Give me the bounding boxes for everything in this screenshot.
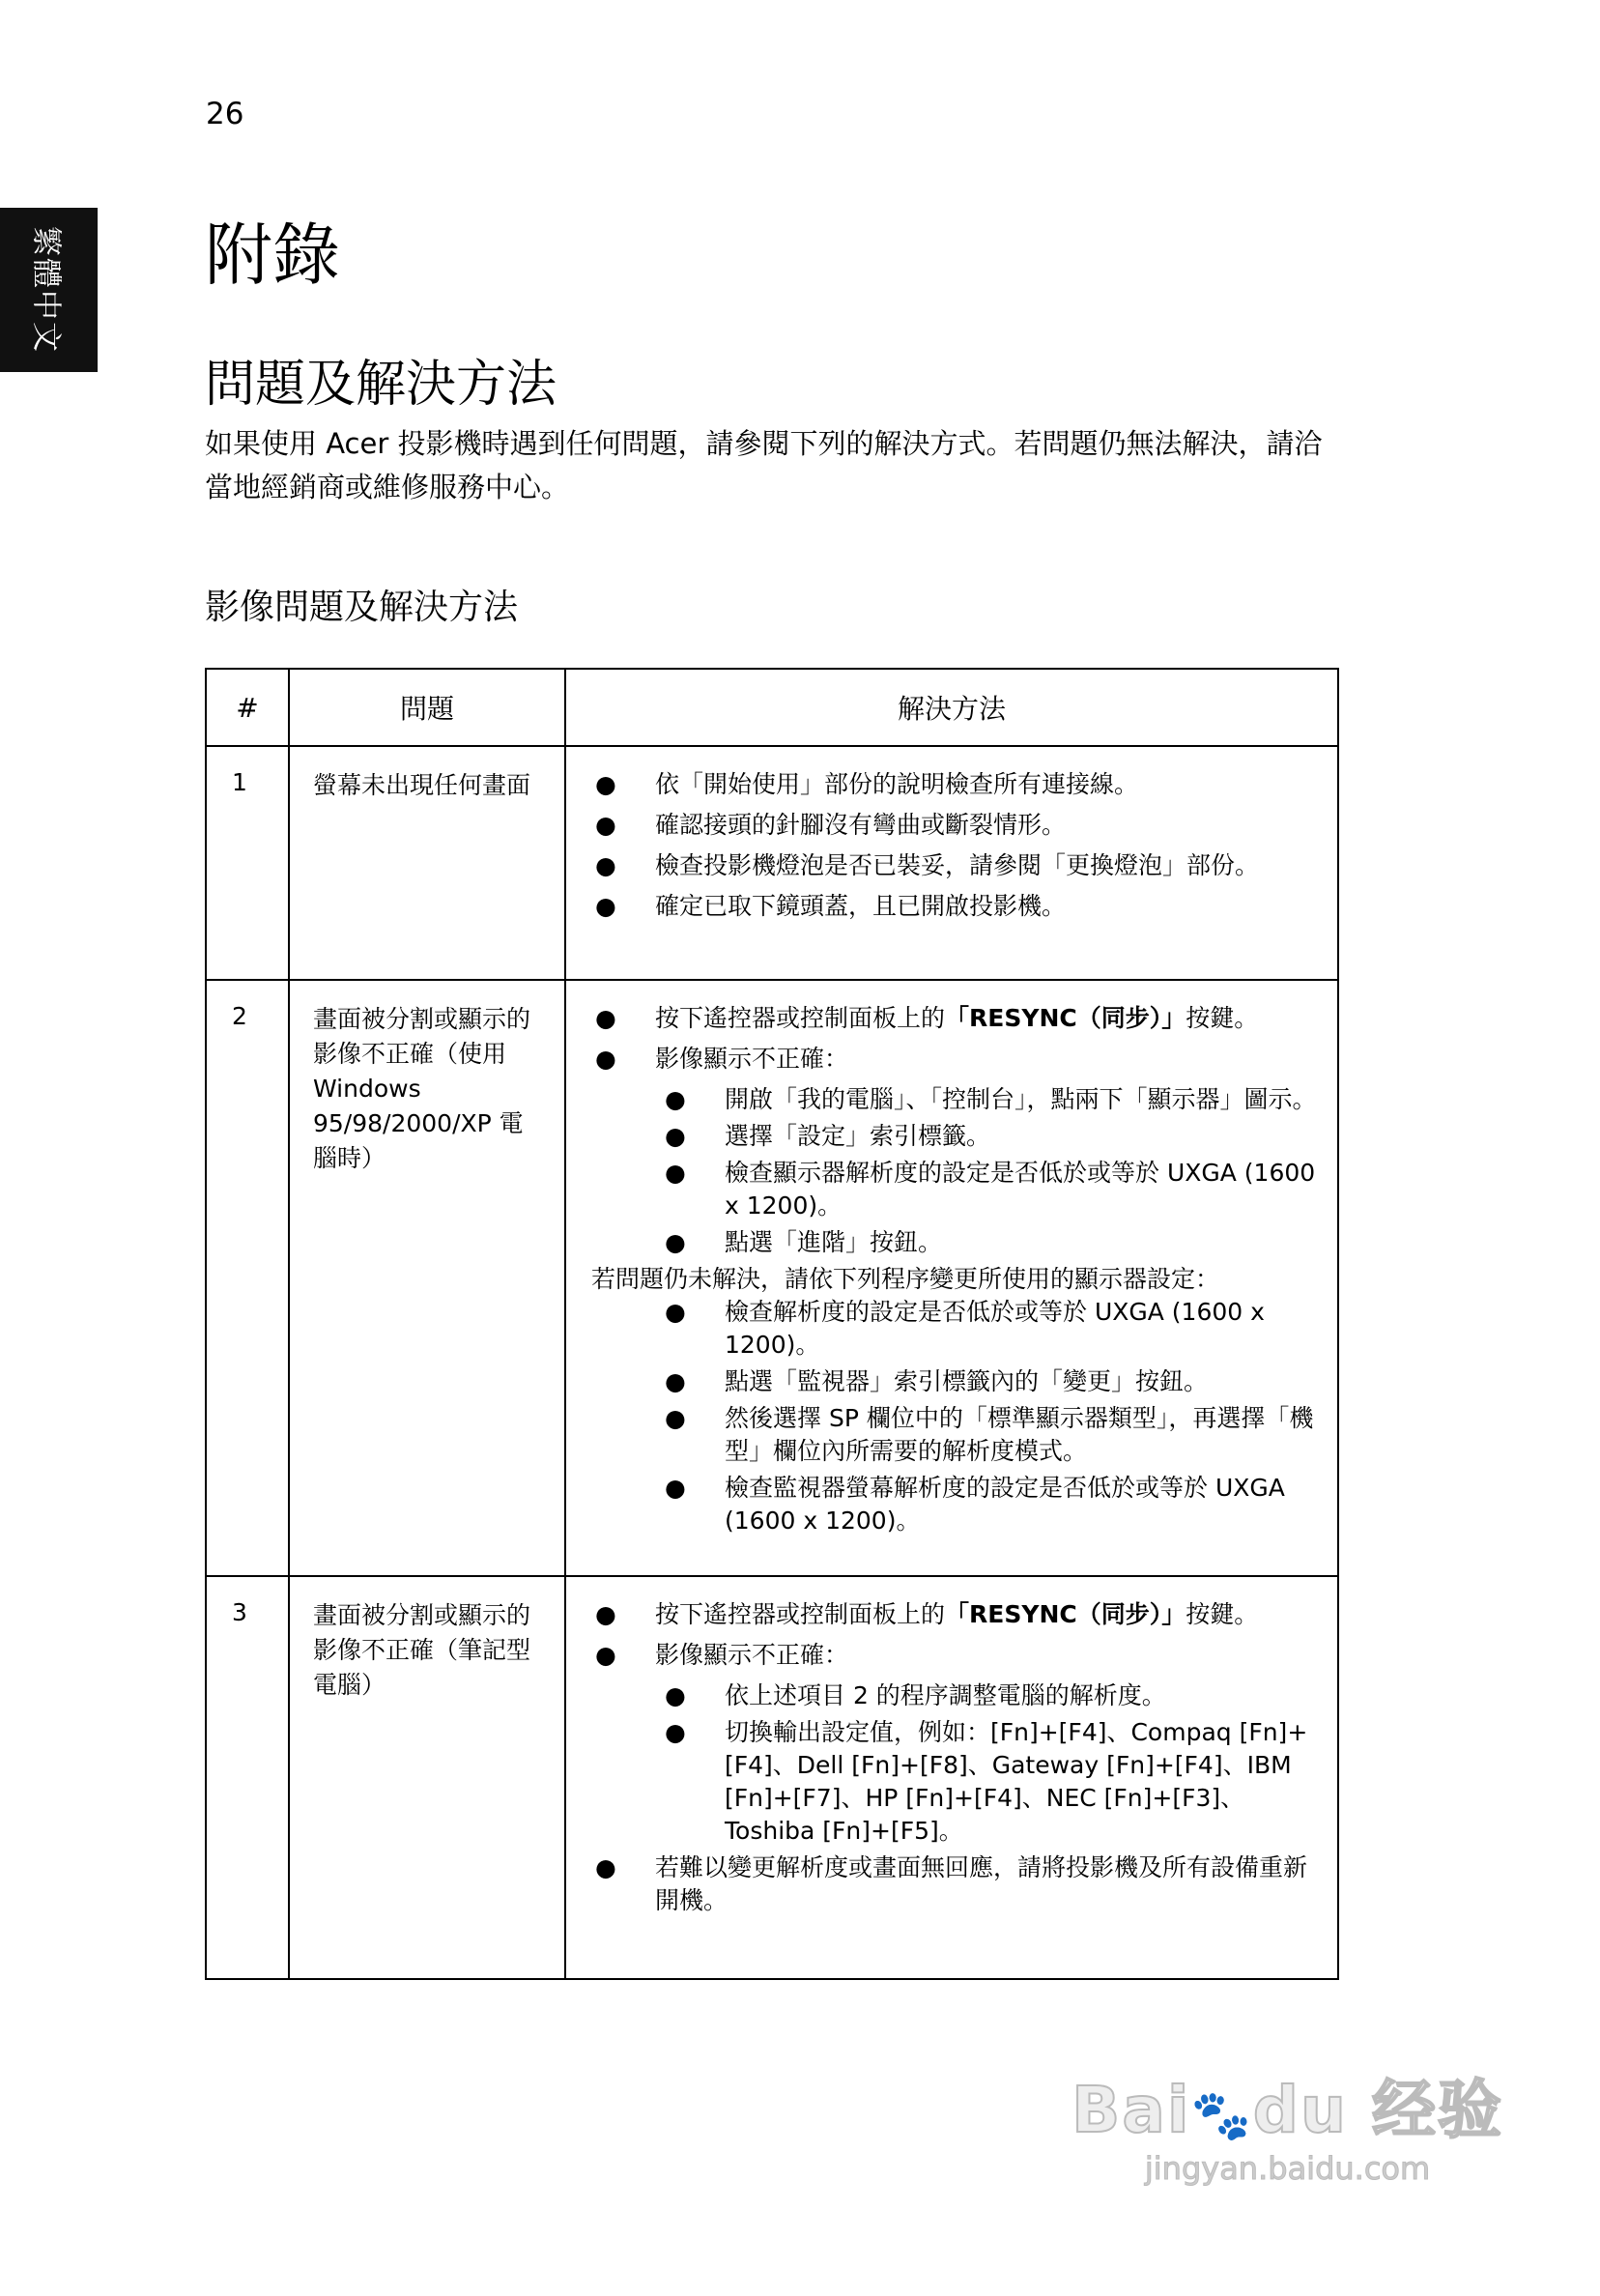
side-tab-label: 繁體中文: [28, 226, 63, 354]
solution-bold-text: 「RESYNC（同步）」: [945, 1600, 1186, 1628]
row-problem: 畫面被分割或顯示的影像不正確（使用 Windows 95/98/2000/XP 電腦時）: [289, 980, 565, 1576]
bullet-icon: ●: [665, 1474, 686, 1502]
solution-text: 依「開始使用」部份的說明檢查所有連接線。: [655, 770, 1139, 798]
bullet-icon: ●: [665, 1122, 686, 1150]
row-solutions: [565, 980, 1338, 1576]
bullet-icon: ●: [665, 1404, 686, 1432]
bullet-icon: ●: [595, 1004, 616, 1032]
solution-item: [591, 809, 1318, 842]
page-title: 附錄: [205, 215, 340, 295]
header-solution: 解決方法: [565, 669, 1338, 746]
solution-item: [591, 1296, 1318, 1362]
solution-item: [591, 1598, 1318, 1631]
solution-item: [591, 768, 1318, 801]
row-solutions: [565, 746, 1338, 980]
intro-paragraph: 如果使用 Acer 投影機時遇到任何問題，請參閱下列的解決方式。若問題仍無法解決，請洽當地經銷商或維修服務中心。: [205, 427, 1323, 503]
solution-item: [591, 1639, 1318, 1672]
solution-text: 按下遙控器或控制面板上的: [655, 1004, 946, 1032]
row-number: 1: [206, 746, 289, 980]
solution-item: [591, 1472, 1318, 1537]
bullet-icon: ●: [665, 1298, 686, 1326]
solution-item: [591, 1402, 1318, 1468]
solution-text: 點選「監視器」索引標籤內的「變更」按鈕。: [725, 1367, 1209, 1395]
section-heading: 問題及解決方法: [205, 356, 557, 414]
solution-item: [591, 890, 1318, 923]
solution-text: 檢查監視器螢幕解析度的設定是否低於或等於 UXGA (1600 x 1200)。: [725, 1474, 1285, 1535]
solution-text: 然後選擇 SP 欄位中的「標準顯示器類型」，再選擇「機型」欄位內所需要的解析度模式。: [725, 1404, 1314, 1465]
solution-item: [591, 1365, 1318, 1398]
solution-item: [591, 1263, 1318, 1296]
bullet-icon: ●: [665, 1228, 686, 1256]
solution-text-after: 按鍵。: [1186, 1004, 1259, 1032]
watermark-url: jingyan.baidu.com: [1144, 2150, 1431, 2187]
table-row: [206, 746, 1338, 980]
solution-item: [591, 849, 1318, 882]
bullet-icon: ●: [595, 892, 616, 920]
solution-text: 檢查投影機燈泡是否已裝妥，請參閱「更換燈泡」部份。: [655, 851, 1260, 879]
troubleshooting-table: [205, 668, 1339, 1980]
table-row: [206, 1576, 1338, 1979]
row-number: 3: [206, 1576, 289, 1979]
solution-text: 檢查顯示器解析度的設定是否低於或等於 UXGA (1600 x 1200)。: [725, 1159, 1316, 1220]
subsection-heading: 影像問題及解決方法: [205, 588, 519, 627]
solution-item: [591, 1716, 1318, 1848]
table-row: [206, 980, 1338, 1576]
solution-bold-text: 「RESYNC（同步）」: [945, 1004, 1186, 1032]
solution-item: [591, 1002, 1318, 1035]
bullet-icon: ●: [595, 851, 616, 879]
bullet-icon: ●: [595, 1853, 616, 1881]
row-problem: 畫面被分割或顯示的影像不正確（筆記型電腦）: [289, 1576, 565, 1979]
row-problem: 螢幕未出現任何畫面: [289, 746, 565, 980]
solution-text: 若問題仍未解決，請依下列程序變更所使用的顯示器設定：: [591, 1265, 1220, 1293]
solution-text: 點選「進階」按鈕。: [725, 1228, 943, 1256]
solution-text: 開啟「我的電腦」、「控制台」，點兩下「顯示器」圖示。: [725, 1085, 1317, 1113]
header-number: #: [206, 669, 289, 746]
solution-text: 按下遙控器或控制面板上的: [655, 1600, 946, 1628]
bullet-icon: ●: [665, 1718, 686, 1746]
page-number: 26: [206, 97, 244, 131]
bullet-icon: ●: [665, 1367, 686, 1395]
solution-text-after: 按鍵。: [1186, 1600, 1259, 1628]
bullet-icon: ●: [595, 811, 616, 839]
table-header-row: [206, 669, 1338, 746]
solution-item: [591, 1083, 1318, 1116]
solution-item: [591, 1120, 1318, 1153]
solution-item: [591, 1157, 1318, 1222]
bullet-icon: ●: [595, 1641, 616, 1669]
bullet-icon: ●: [595, 1600, 616, 1628]
bullet-icon: ●: [665, 1159, 686, 1187]
language-side-tab: [0, 208, 98, 372]
bullet-icon: ●: [595, 1045, 616, 1073]
solution-text: 檢查解析度的設定是否低於或等於 UXGA (1600 x 1200)。: [725, 1298, 1265, 1359]
row-number: 2: [206, 980, 289, 1576]
solution-text: 若難以變更解析度或畫面無回應，請將投影機及所有設備重新開機。: [655, 1853, 1308, 1914]
solution-text: 依上述項目 2 的程序調整電腦的解析度。: [725, 1681, 1166, 1709]
row-solutions: [565, 1576, 1338, 1979]
solution-text: 影像顯示不正確：: [655, 1641, 849, 1669]
bullet-icon: ●: [595, 770, 616, 798]
solution-item: [591, 1851, 1318, 1917]
solution-item: [591, 1679, 1318, 1712]
baidu-watermark: [1071, 2058, 1503, 2187]
solution-text: 確定已取下鏡頭蓋，且已開啟投影機。: [655, 892, 1067, 920]
solution-text: 影像顯示不正確：: [655, 1045, 849, 1073]
solution-item: [591, 1226, 1318, 1259]
watermark-logo: Bai🐾du 经验: [1071, 2073, 1503, 2147]
solution-item: [591, 1043, 1318, 1076]
bullet-icon: ●: [665, 1085, 686, 1113]
header-problem: 問題: [289, 669, 565, 746]
bullet-icon: ●: [665, 1681, 686, 1709]
solution-text: 切換輸出設定值，例如：[Fn]+[F4]、Compaq [Fn]+[F4]、Dell [Fn]+[F8]、Gateway [Fn]+[F4]、IBM [Fn]+[F7]、HP [Fn]+[F4]、NEC [Fn]+[F3]、Toshiba [Fn]+[F5]。: [725, 1718, 1308, 1845]
solution-text: 選擇「設定」索引標籤。: [725, 1122, 991, 1150]
solution-text: 確認接頭的針腳沒有彎曲或斷裂情形。: [655, 811, 1067, 839]
